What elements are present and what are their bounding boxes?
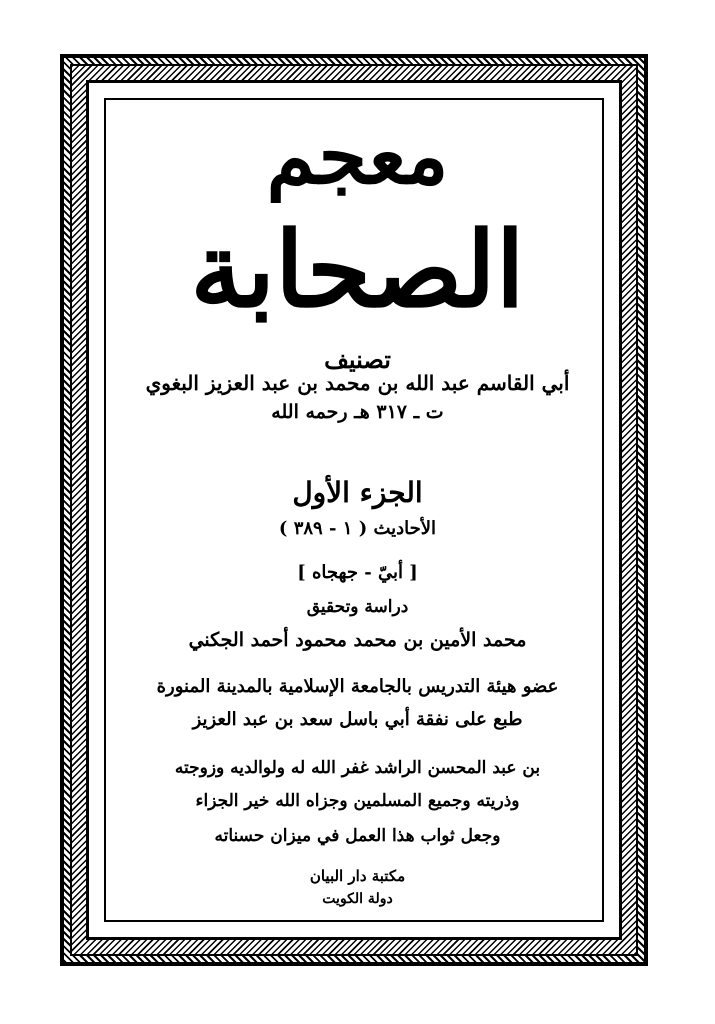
editor-affiliation: عضو هيئة التدريس بالجامعة الإسلامية بالمدينة المنورة [156, 676, 559, 697]
hadith-range: الأحاديث ( ١ - ٣٨٩ ) [278, 518, 437, 539]
author-name: أبي القاسم عبد الله بن محمد بن عبد العزيز البغوي [145, 371, 570, 395]
entries-range: [ أبيّ - جهجاه ] [297, 562, 418, 583]
book-title-line2: الصحابة [190, 208, 525, 331]
authored-by-label: تصنيف [324, 345, 391, 374]
funded-by-line: طبع على نفقة أبي باسل سعد بن عبد العزيز [192, 709, 523, 730]
publisher-country: دولة الكويت [322, 891, 393, 907]
donor-line: بن عبد المحسن الراشد غفر الله له ولوالديه وزوجته [174, 758, 541, 778]
dua-line-1: وذريته وجميع المسلمين وجزاه الله خير الجزاء [195, 791, 520, 811]
publisher-name: مكتبة دار البيان [309, 867, 406, 885]
study-label: دراسة وتحقيق [306, 597, 409, 617]
author-death-date: ت ـ ٣١٧ هـ رحمه الله [271, 401, 444, 423]
book-title-line1: معجم [266, 111, 449, 202]
editor-name: محمد الأمين بن محمد محمود أحمد الجكني [188, 629, 527, 651]
dua-line-2: وجعل ثواب هذا العمل في ميزان حسناته [214, 826, 501, 846]
volume-label: الجزء الأول [292, 476, 423, 509]
